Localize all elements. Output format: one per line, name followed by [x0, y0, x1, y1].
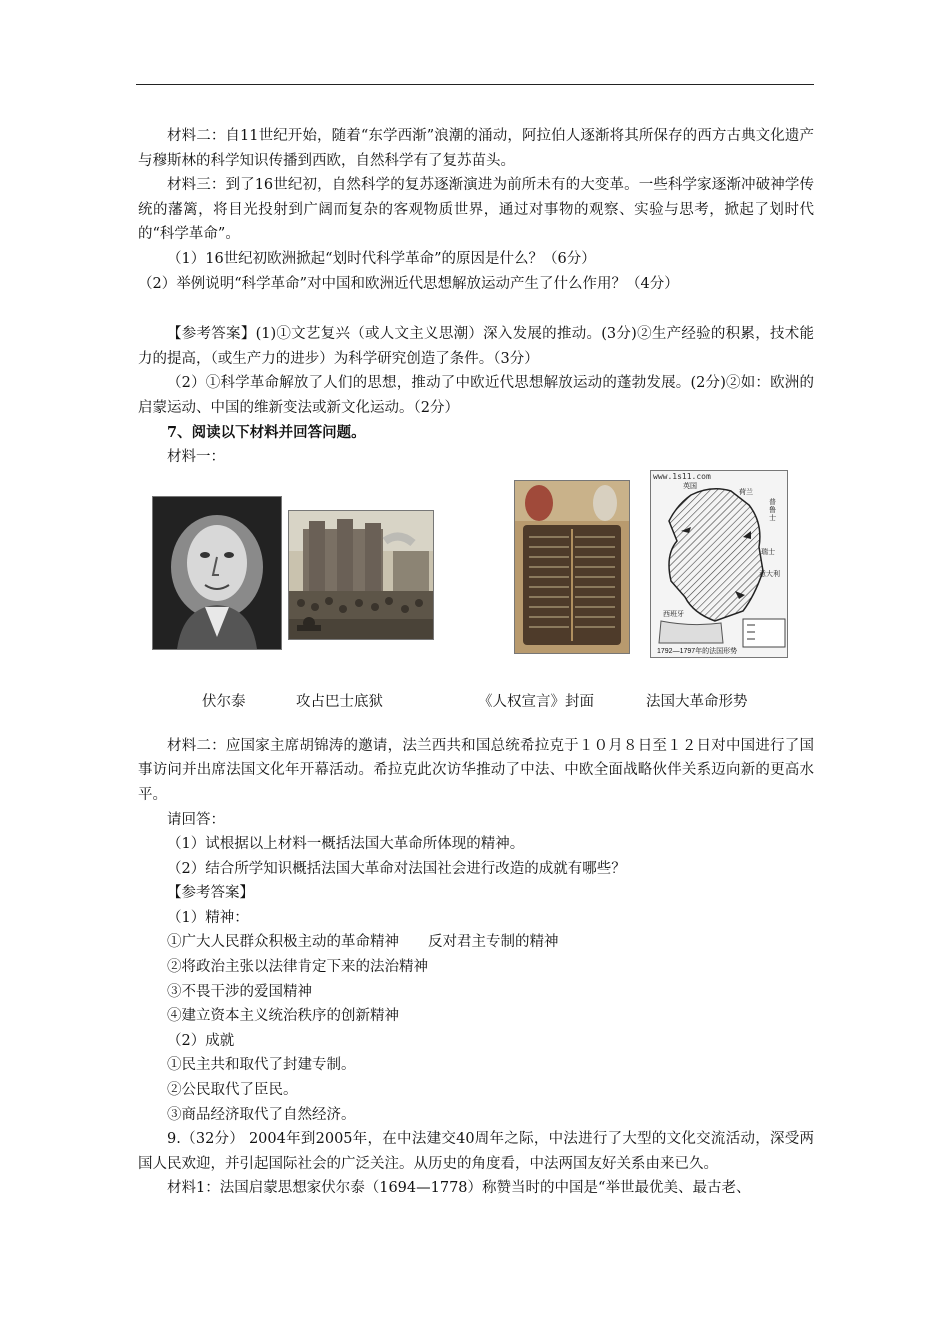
- paragraph: ②公民取代了臣民。: [167, 1082, 298, 1099]
- answer-section: [138, 322, 814, 470]
- map-label: 英国: [683, 482, 697, 490]
- paragraph: （2）举例说明“科学革命”对中国和欧洲近代思想解放运动产生了什么作用？（4分）: [138, 275, 679, 292]
- caption-bastille: 攻占巴士底狱: [296, 693, 383, 710]
- paragraph: ①民主共和取代了封建专制。: [167, 1057, 356, 1074]
- paragraph: 材料二：应国家主席胡锦涛的邀请，法兰西共和国总统希拉克于１０月８日至１２日对中国进行了国事访问并出席法国文化年开幕活动。希拉克此次访华推动了中法、中欧全面战略伙伴关系迈向新的更高水平。: [138, 737, 814, 803]
- paragraph: ④建立资本主义统治秩序的创新精神: [167, 1008, 399, 1025]
- bastille-painting: [288, 510, 434, 640]
- paragraph: 材料1：法国启蒙思想家伏尔泰（1694—1778）称赞当时的中国是“举世最优美、最古老、: [167, 1180, 751, 1197]
- paragraph: 9.（32分） 2004年到2005年，在中法建交40周年之际，中法进行了大型的文化交流活动，深受两国人民欢迎，并引起国际社会的广泛关注。从历史的角度看，中法两国友好关系由来已久。: [138, 1131, 814, 1172]
- paragraph: 【参考答案】(1)①文艺复兴（或人文主义思潮）深入发展的推动。(3分)②生产经验的积累，技术能力的提高，（或生产力的进步）为科学研究创造了条件。（3分）: [138, 326, 814, 367]
- paragraph: （2）①科学革命解放了人们的思想，推动了中欧近代思想解放运动的蓬勃发展。(2分)②如：欧洲的启蒙运动、中国的维新变法或新文化运动。（2分）: [138, 375, 814, 416]
- map-watermark: www.1s11.com: [653, 471, 711, 481]
- map-caption: 1792—1797年的法国形势: [657, 647, 738, 655]
- image-captions: [138, 690, 814, 720]
- paragraph: （1）精神：: [167, 909, 249, 926]
- map-label: 瑞士: [761, 548, 775, 556]
- paragraph: 材料二：自11世纪开始，随着“东学西渐”浪潮的涌动，阿拉伯人逐渐将其所保存的西方古典文化遗产与穆斯林的科学知识传播到西欧，自然科学有了复苏苗头。: [138, 128, 814, 169]
- voltaire-portrait: [152, 496, 282, 650]
- map-label: 意大利: [759, 570, 780, 578]
- paragraph: 材料三：到了16世纪初，自然科学的复苏逐渐演进为前所未有的大变革。一些科学家逐渐冲破神学传统的藩篱，将目光投射到广阔而复杂的客观物质世界，通过对事物的观察、实验与思考，掀起了划时代的“科学革命”。: [138, 177, 814, 243]
- image-row: [138, 470, 814, 690]
- caption-voltaire: 伏尔泰: [202, 693, 246, 710]
- rights-declaration-cover: [514, 480, 630, 654]
- map-label: 普鲁士: [769, 498, 776, 522]
- paragraph: ③商品经济取代了自然经济。: [167, 1106, 356, 1123]
- paragraph: ①广大人民群众积极主动的革命精神 反对君主专制的精神: [167, 934, 559, 951]
- paragraph: 7、阅读以下材料并回答问题。: [167, 423, 366, 441]
- france-revolution-map: [650, 470, 788, 658]
- paragraph: 材料一：: [167, 449, 225, 466]
- map-label: 荷兰: [739, 488, 753, 496]
- caption-map: 法国大革命形势: [646, 693, 748, 710]
- paragraph: 【参考答案】: [167, 885, 254, 902]
- paragraph: （1）试根据以上材料一概括法国大革命所体现的精神。: [167, 836, 525, 853]
- paragraph: （2）结合所学知识概括法国大革命对法国社会进行改造的成就有哪些？: [167, 860, 626, 877]
- paragraph: 请回答：: [167, 811, 225, 828]
- material-section: [138, 124, 814, 296]
- map-label: 西班牙: [663, 610, 684, 618]
- paragraph: ②将政治主张以法律肯定下来的法治精神: [167, 959, 428, 976]
- question-section: [138, 734, 814, 1201]
- document-body: [138, 124, 814, 1201]
- header-rule: [136, 84, 814, 85]
- paragraph: ③不畏干涉的爱国精神: [167, 983, 312, 1000]
- paragraph: （2）成就: [167, 1032, 235, 1049]
- paragraph: （1）16世纪初欧洲掀起“划时代科学革命”的原因是什么？（6分）: [167, 250, 596, 267]
- caption-declaration: 《人权宣言》封面: [478, 693, 594, 710]
